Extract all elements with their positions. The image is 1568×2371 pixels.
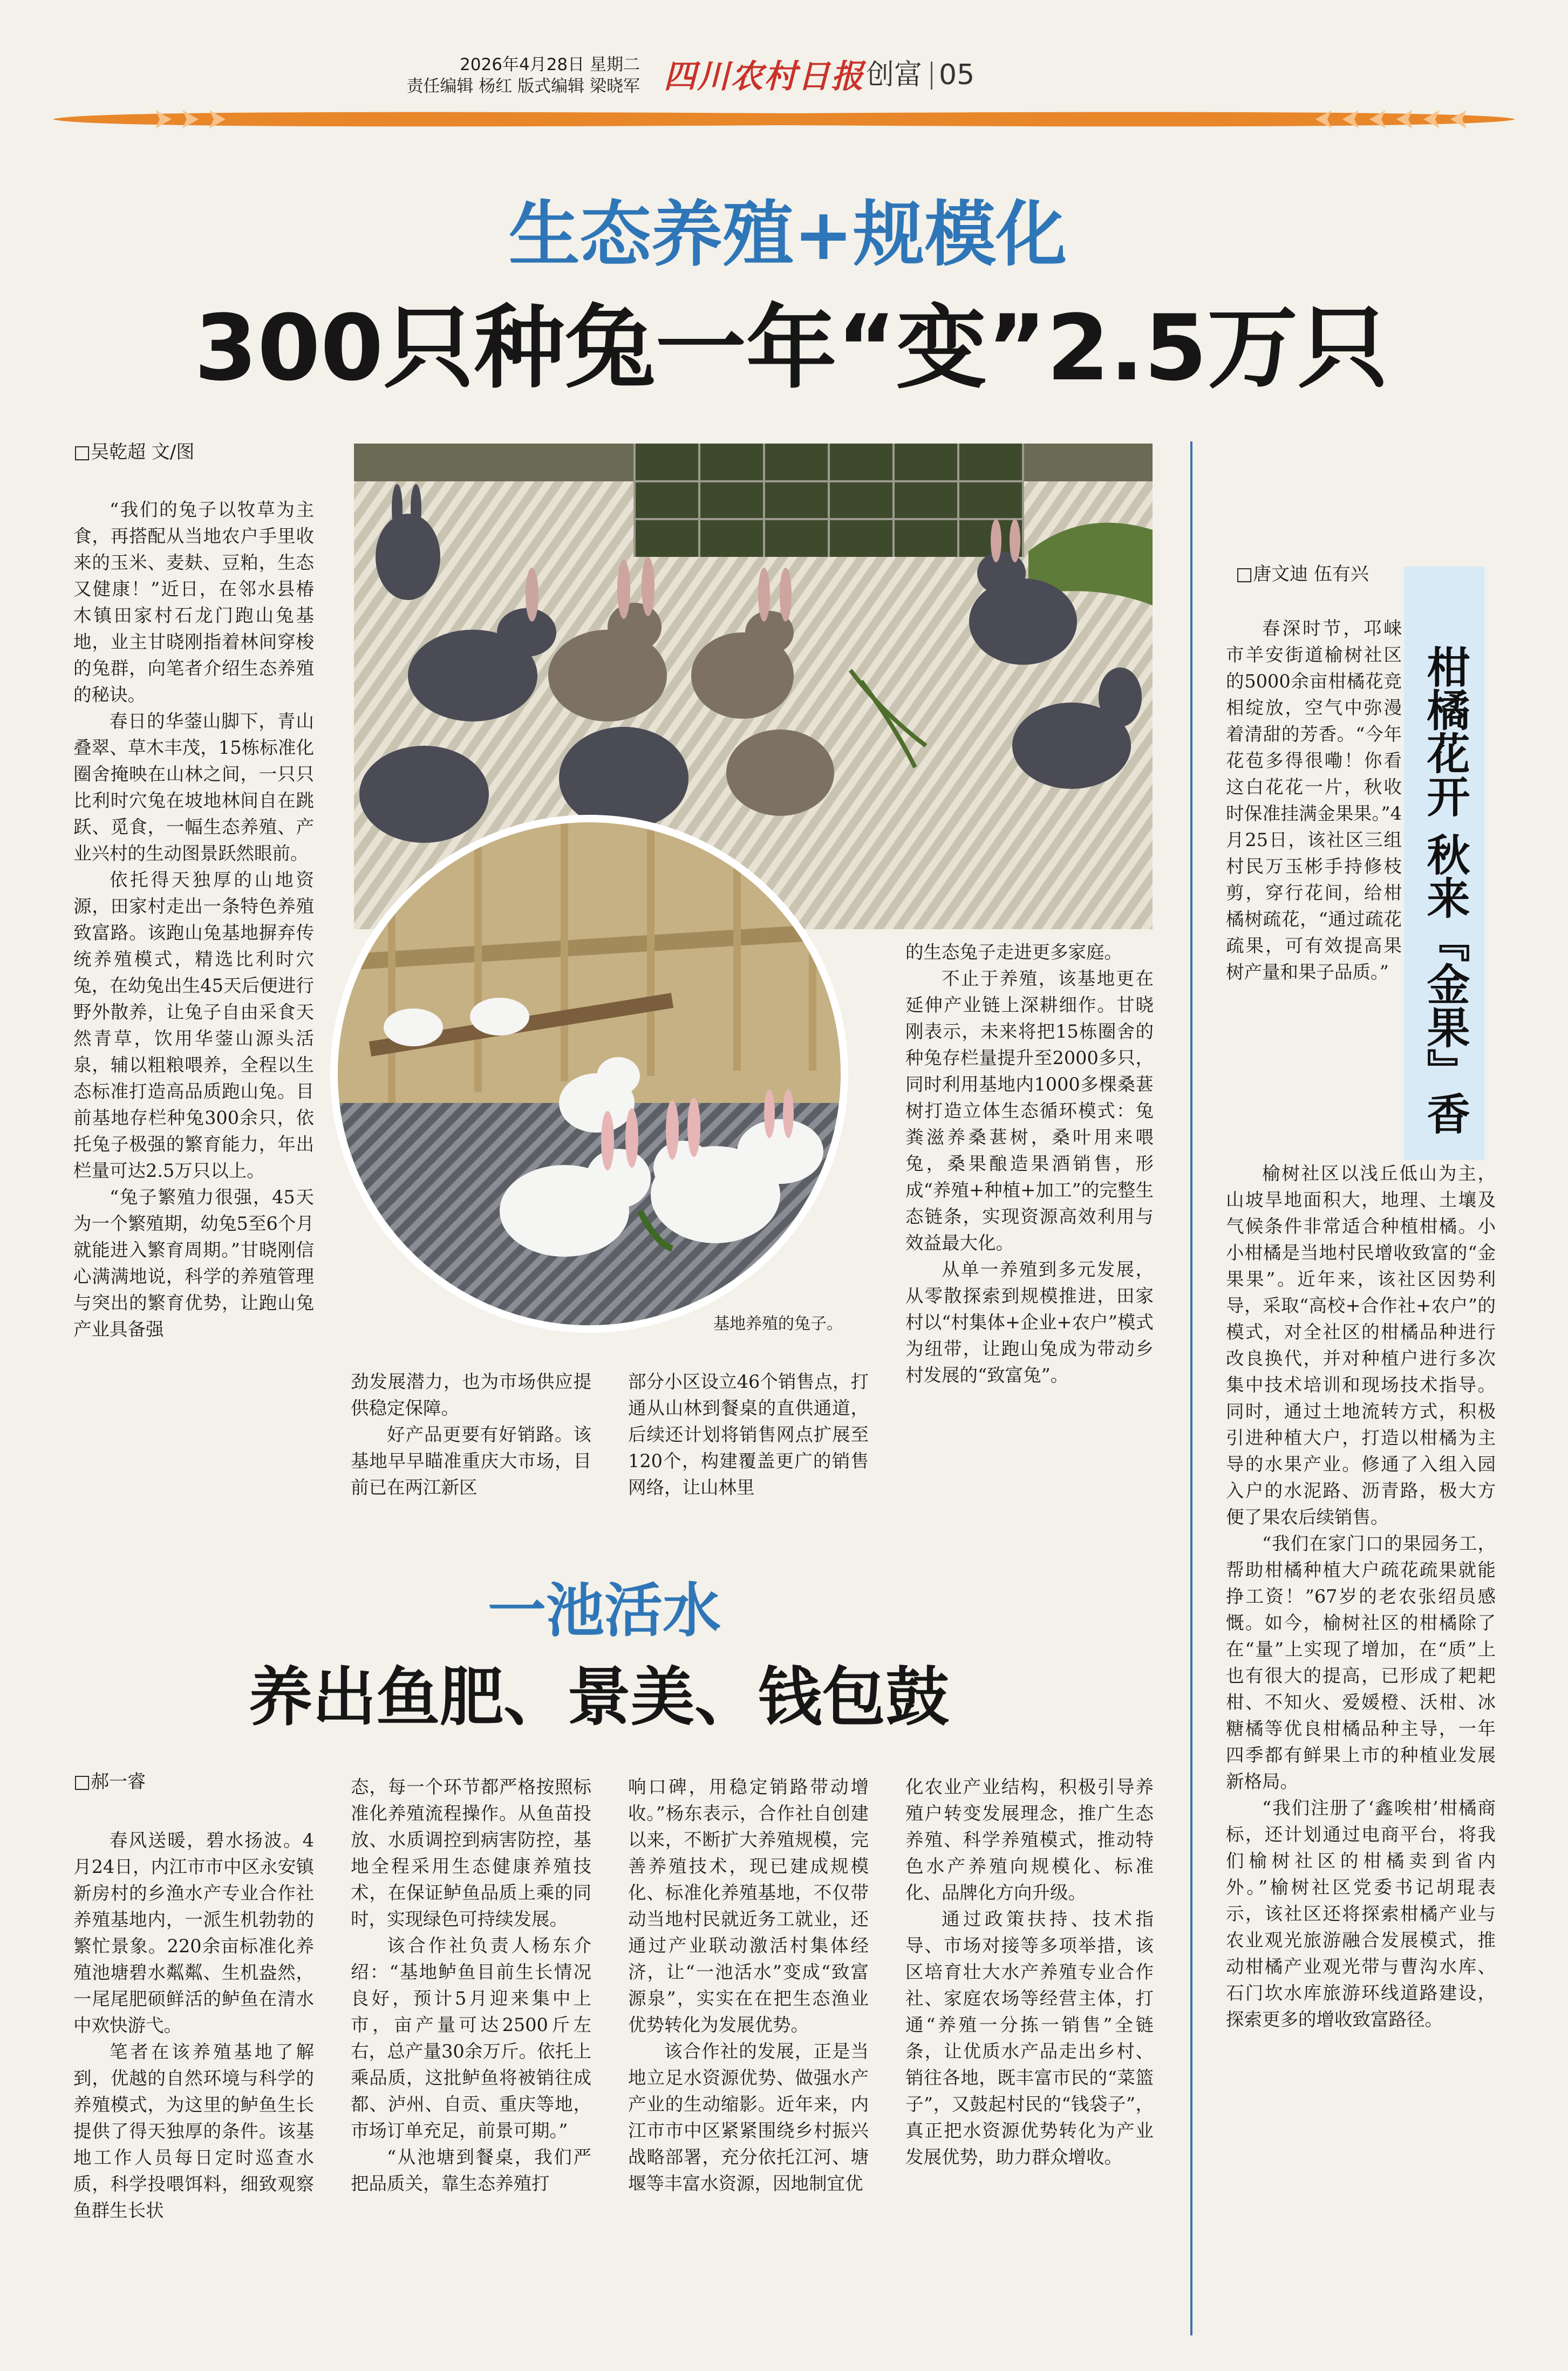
article1-byline: □吴乾超 文/图 [73,441,195,463]
paragraph: 通过政策扶持、技术指导、市场对接等多项举措，该区培育壮大水产养殖专业合作社、家庭农场等经营主体，打通“养殖一分拣一销售”全链条，让优质水产品走出乡村、销往各地，既丰富市民的“菜篮子”，又鼓起村民的“钱袋子”，真正把水资源优势转化为产业发展优势，助力群众增收。 [905,1909,1154,2168]
paragraph: “从池塘到餐桌，我们严把品质关，靠生态养殖打 [351,2147,591,2194]
article2-col2 [351,1774,591,2197]
section-name: 创富 [866,59,923,91]
article2-col4 [905,1774,1154,2170]
header-stripe [47,106,1521,133]
masthead-editors: 责任编辑 杨红 版式编辑 梁晓军 [406,77,640,96]
paragraph: 笔者在该养殖基地了解到，优越的自然环境与科学的养殖模式，为这里的鲈鱼生长提供了得天独厚的条件。该基地工作人员每日定时巡查水质，科学投喂饵料，细致观察鱼群生长状 [73,2041,314,2221]
paragraph: 的生态兔子走进更多家庭。 [905,942,1122,963]
article1-kicker: 生态养殖+规模化 [508,193,1067,276]
paragraph: “我们的兔子以牧草为主食，再搭配从当地农户手里收来的玉米、麦麸、豆粕，生态又健康！”近日，在邻水县椿木镇田家村石龙门跑山兔基地，业主甘晓刚指着林间穿梭的兔群，向笔者介绍生态养殖的秘诀。 [73,499,314,705]
paragraph: “兔子繁殖力很强，45天为一个繁殖期，幼兔5至6个月就能进入繁育周期。”甘晓刚信心满满地说，科学的养殖管理与突出的繁育优势，让跑山兔产业具备强 [73,1187,314,1340]
paragraph: 劲发展潜力，也为市场供应提供稳定保障。 [351,1371,591,1419]
paragraph: 春深时节，邛崃市羊安街道榆树社区的5000余亩柑橘花竞相绽放，空气中弥漫着清甜的芳香。“今年花苞多得很嘞！你看这白花花一片，秋收时保准挂满金果果。”4月25日，该社区三组村民万玉彬手持修枝剪，穿行花间，给柑橘树疏花，“通过疏花疏果，可有效提高果树产量和果子品质。” [1226,618,1402,983]
paragraph: 春日的华蓥山脚下，青山叠翠、草木丰茂，15栋标准化圈舍掩映在山林之间，一只只比利时穴兔在坡地林间自在跳跃、觅食，一幅生态养殖、产业兴村的生动图景跃然眼前。 [73,711,314,864]
paragraph: 好产品更要有好销路。该基地早早瞄准重庆大市场，目前已在两江新区 [351,1424,591,1498]
article3-title: 柑橘花开 秋来『金果』香 [1420,645,1470,1135]
paragraph: 该合作社负责人杨东介绍：“基地鲈鱼目前生长情况良好，预计5月迎来集中上市，亩产量可达2500斤左右，总产量30余万斤。依托上乘品质，这批鲈鱼将被销往成都、泸州、自贡、重庆等地，市场订单充足，前景可期。” [351,1935,591,2141]
page-number: 05 [939,59,975,91]
article3-narrow-col [1226,615,1402,985]
paragraph: 响口碑，用稳定销路带动增收。”杨东表示，合作社自创建以来，不断扩大养殖规模，完善养殖技术，现已建成规模化、标准化养殖基地，不仅带动当地村民就近务工就业，还通过产业联动激活村集体经济，让“一池活水”变成“致富源泉”，实实在在把生态渔业优势转化为发展优势。 [628,1776,869,2035]
masthead-date: 2026年4月28日 星期二 [460,55,640,74]
article2-col1 [73,1827,314,2224]
paragraph: 化农业产业结构，积极引导养殖户转变发展理念，推广生态养殖、科学养殖模式，推动特色水产养殖向规模化、标准化、品牌化方向升级。 [905,1776,1154,1903]
article2-byline: □郝一睿 [73,1771,146,1793]
paragraph: 不止于养殖，该基地更在延伸产业链上深耕细作。甘晓刚表示，未来将把15栋圈舍的种兔存栏量提升至2000多只，同时利用基地内1000多棵桑葚树打造立体生态循环模式：兔粪滋养桑葚树，桑叶用来喂兔，桑果酿造果酒销售，形成“养殖+种植+加工”的完整生态链条，实现资源高效利用与效益最大化。 [905,968,1154,1253]
paragraph: 榆树社区以浅丘低山为主，山坡旱地面积大，地理、土壤及气候条件非常适合种植柑橘。小小柑橘是当地村民增收致富的“金果果”。近年来，该社区因势利导，采取“高校+合作社+农户”的模式，对全社区的柑橘品种进行改良换代，并对种植户进行多次集中技术培训和现场技术指导。同时，通过土地流转方式，积极引进种植大户，打造以柑橘为主导的水果产业。修通了入组入园入户的水泥路、沥青路，极大方便了果农后续销售。 [1226,1163,1496,1528]
paragraph: 该合作社的发展，正是当地立足水资源优势、做强水产产业的生动缩影。近年来，内江市市中区紧紧围绕乡村振兴战略部署，充分依托江河、塘堰等丰富水资源，因地制宜优 [628,2041,869,2194]
paragraph: 态，每一个环节都严格按照标准化养殖流程操作。从鱼苗投放、水质调控到病害防控，基地全程采用生态健康养殖技术，在保证鲈鱼品质上乘的同时，实现绿色可持续发展。 [351,1776,591,1930]
paragraph: “我们注册了‘鑫唉柑’柑橘商标，还计划通过电商平台，将我们榆树社区的柑橘卖到省内外。”榆树社区党委书记胡琨表示，该社区还将探索柑橘产业与农业观光旅游融合发展模式，推动柑橘产业观光带与曹沟水库、石门坎水库旅游环线道路建设，探索更多的增收致富路径。 [1226,1797,1496,2030]
article1-col4 [905,939,1154,1388]
article1-headline: 300只种兔一年“变”2.5万只 [194,295,1389,401]
column-divider [1190,441,1192,2335]
paragraph: “我们在家门口的果园务工，帮助柑橘种植大户疏花疏果就能挣工资！”67岁的老农张绍员感慨。如今，榆树社区的柑橘除了在“量”上实现了增加，在“质”上也有很大的提高，已形成了耙耙柑、不知火、爱媛橙、沃柑、冰糖橘等优良柑橘品种主导，一年四季都有鲜果上市的种植业发展新格局。 [1226,1533,1496,1792]
article1-col3 [628,1368,869,1501]
paragraph: 部分小区设立46个销售点，打通从山林到餐桌的直供通道，后续还计划将销售网点扩展至120个，构建覆盖更广的销售网络，让山林里 [628,1371,869,1498]
article2-headline: 养出鱼肥、景美、钱包鼓 [248,1660,949,1734]
paragraph: 春风送暖，碧水扬波。4月24日，内江市市中区永安镇新房村的乡渔水产专业合作社养殖基地内，一派生机勃勃的繁忙景象。220余亩标准化养殖池塘碧水粼粼、生机盎然，一尾尾肥硕鲜活的鲈鱼在清水中欢快游弋。 [73,1830,314,2036]
photo-caption: 基地养殖的兔子。 [713,1314,843,1333]
paper-logo: 四川农村日报 [664,58,864,96]
paragraph: 从单一养殖到多元发展，从零散探索到规模推进，田家村以“村集体+企业+农户”模式为纽带，让跑山兔成为带动乡村发展的“致富兔”。 [905,1259,1154,1386]
section-divider [931,62,932,90]
article1-col2 [351,1368,591,1501]
paragraph: 依托得天独厚的山地资源，田家村走出一条特色养殖致富路。该跑山兔基地摒弃传统养殖模式，精选比利时穴兔，在幼兔出生45天后便进行野外散养，让兔子自由采食天然青草，饮用华蓥山源头活泉，辅以粗粮喂养，全程以生态标准打造高品质跑山兔。目前基地存栏种兔300余只，依托兔子极强的繁育能力，年出栏量可达2.5万只以上。 [73,869,314,1181]
article2-kicker: 一池活水 [487,1577,721,1645]
article3-wide-col [1226,1160,1496,2033]
article1-col1 [73,496,314,1343]
article2-col3 [628,1774,869,2197]
rabbit-photo-inset [330,815,848,1333]
article3-byline: □唐文迪 伍有兴 [1236,563,1369,585]
rabbit-photo-inset-art [338,822,848,1333]
